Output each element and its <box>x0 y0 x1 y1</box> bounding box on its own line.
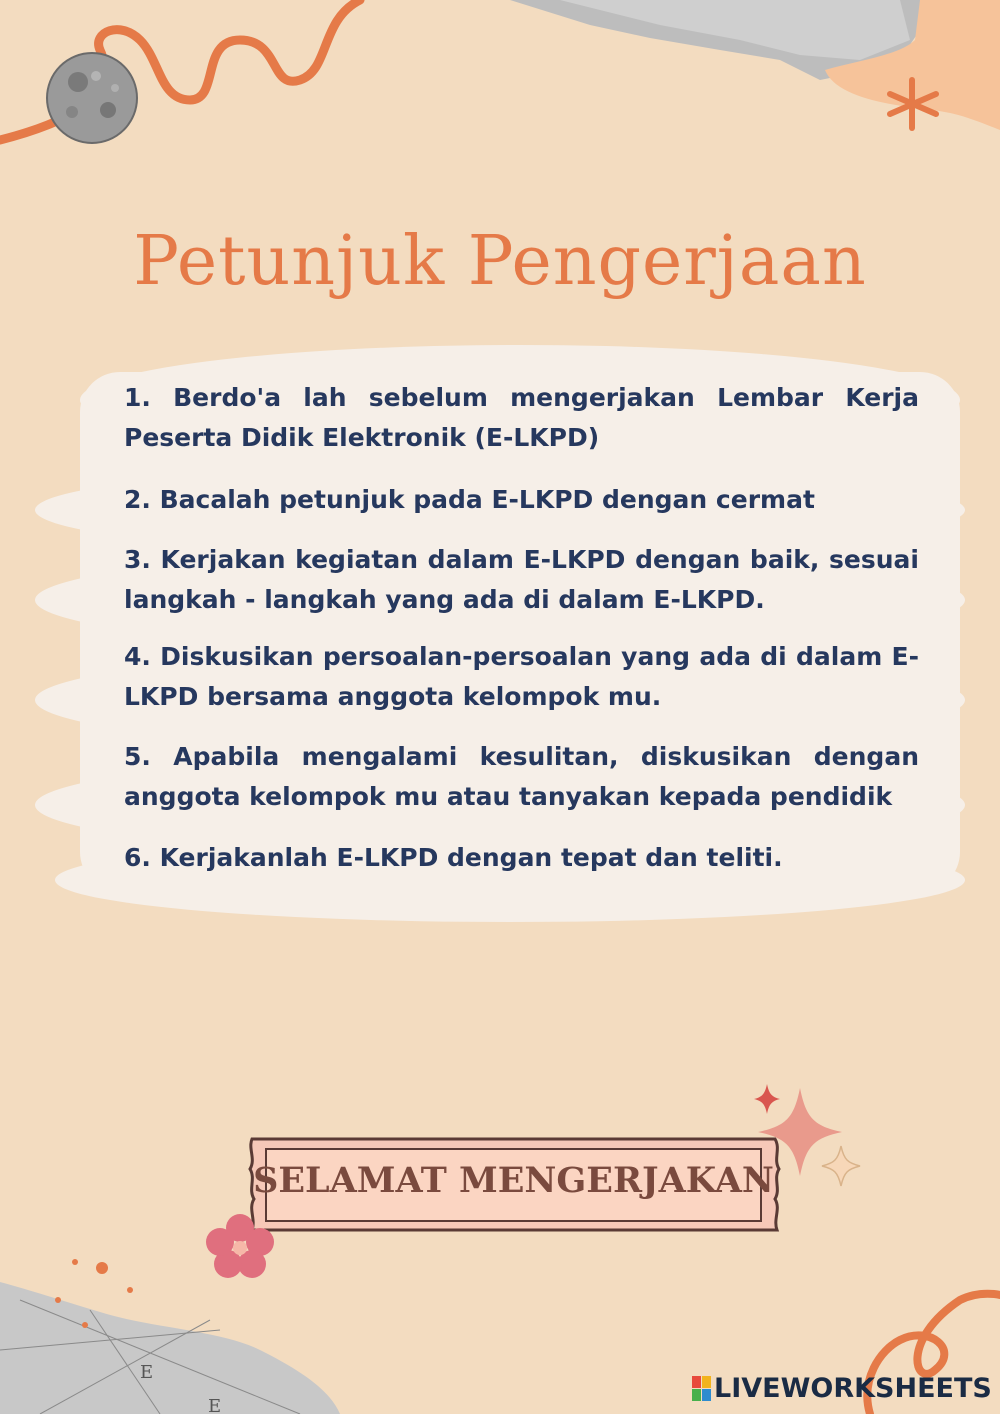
instruction-item: 2. Bacalah petunjuk pada E-LKPD dengan cermat <box>124 485 815 514</box>
instruction-item: 5. Apabila mengalami kesulitan, diskusikan dengan anggota kelompok mu atau tanyakan kepada pendidik <box>124 742 919 811</box>
instruction-item: 1. Berdo'a lah sebelum mengerjakan Lembar Kerja Peserta Didik Elektronik (E-LKPD) <box>124 383 919 452</box>
map-paper <box>0 1282 340 1414</box>
sparkle-outline-icon <box>822 1146 860 1186</box>
moon-icon <box>47 53 137 143</box>
banner-text: SELAMAT MENGERJAKAN <box>253 1160 774 1201</box>
liveworksheets-logo <box>692 1373 992 1404</box>
flower-icon <box>200 1210 280 1282</box>
svg-text:E: E <box>140 1362 154 1383</box>
instruction-list <box>124 378 919 878</box>
svg-text:E: E <box>208 1396 222 1414</box>
instruction-item: 6. Kerjakanlah E-LKPD dengan tepat dan teliti. <box>124 843 783 872</box>
logo-text: LIVEWORKSHEETS <box>714 1373 992 1404</box>
instruction-item: 3. Kerjakan kegiatan dalam E-LKPD dengan baik, sesuai langkah - langkah yang ada di dalam E-LKPD. <box>124 545 919 614</box>
sparkle-small-icon <box>754 1084 780 1114</box>
instruction-item: 4. Diskusikan persoalan-persoalan yang ada di dalam E-LKPD bersama anggota kelompok mu. <box>124 642 919 711</box>
logo-blocks-icon <box>692 1376 711 1401</box>
page-title: Petunjuk Pengerjaan <box>133 222 867 301</box>
